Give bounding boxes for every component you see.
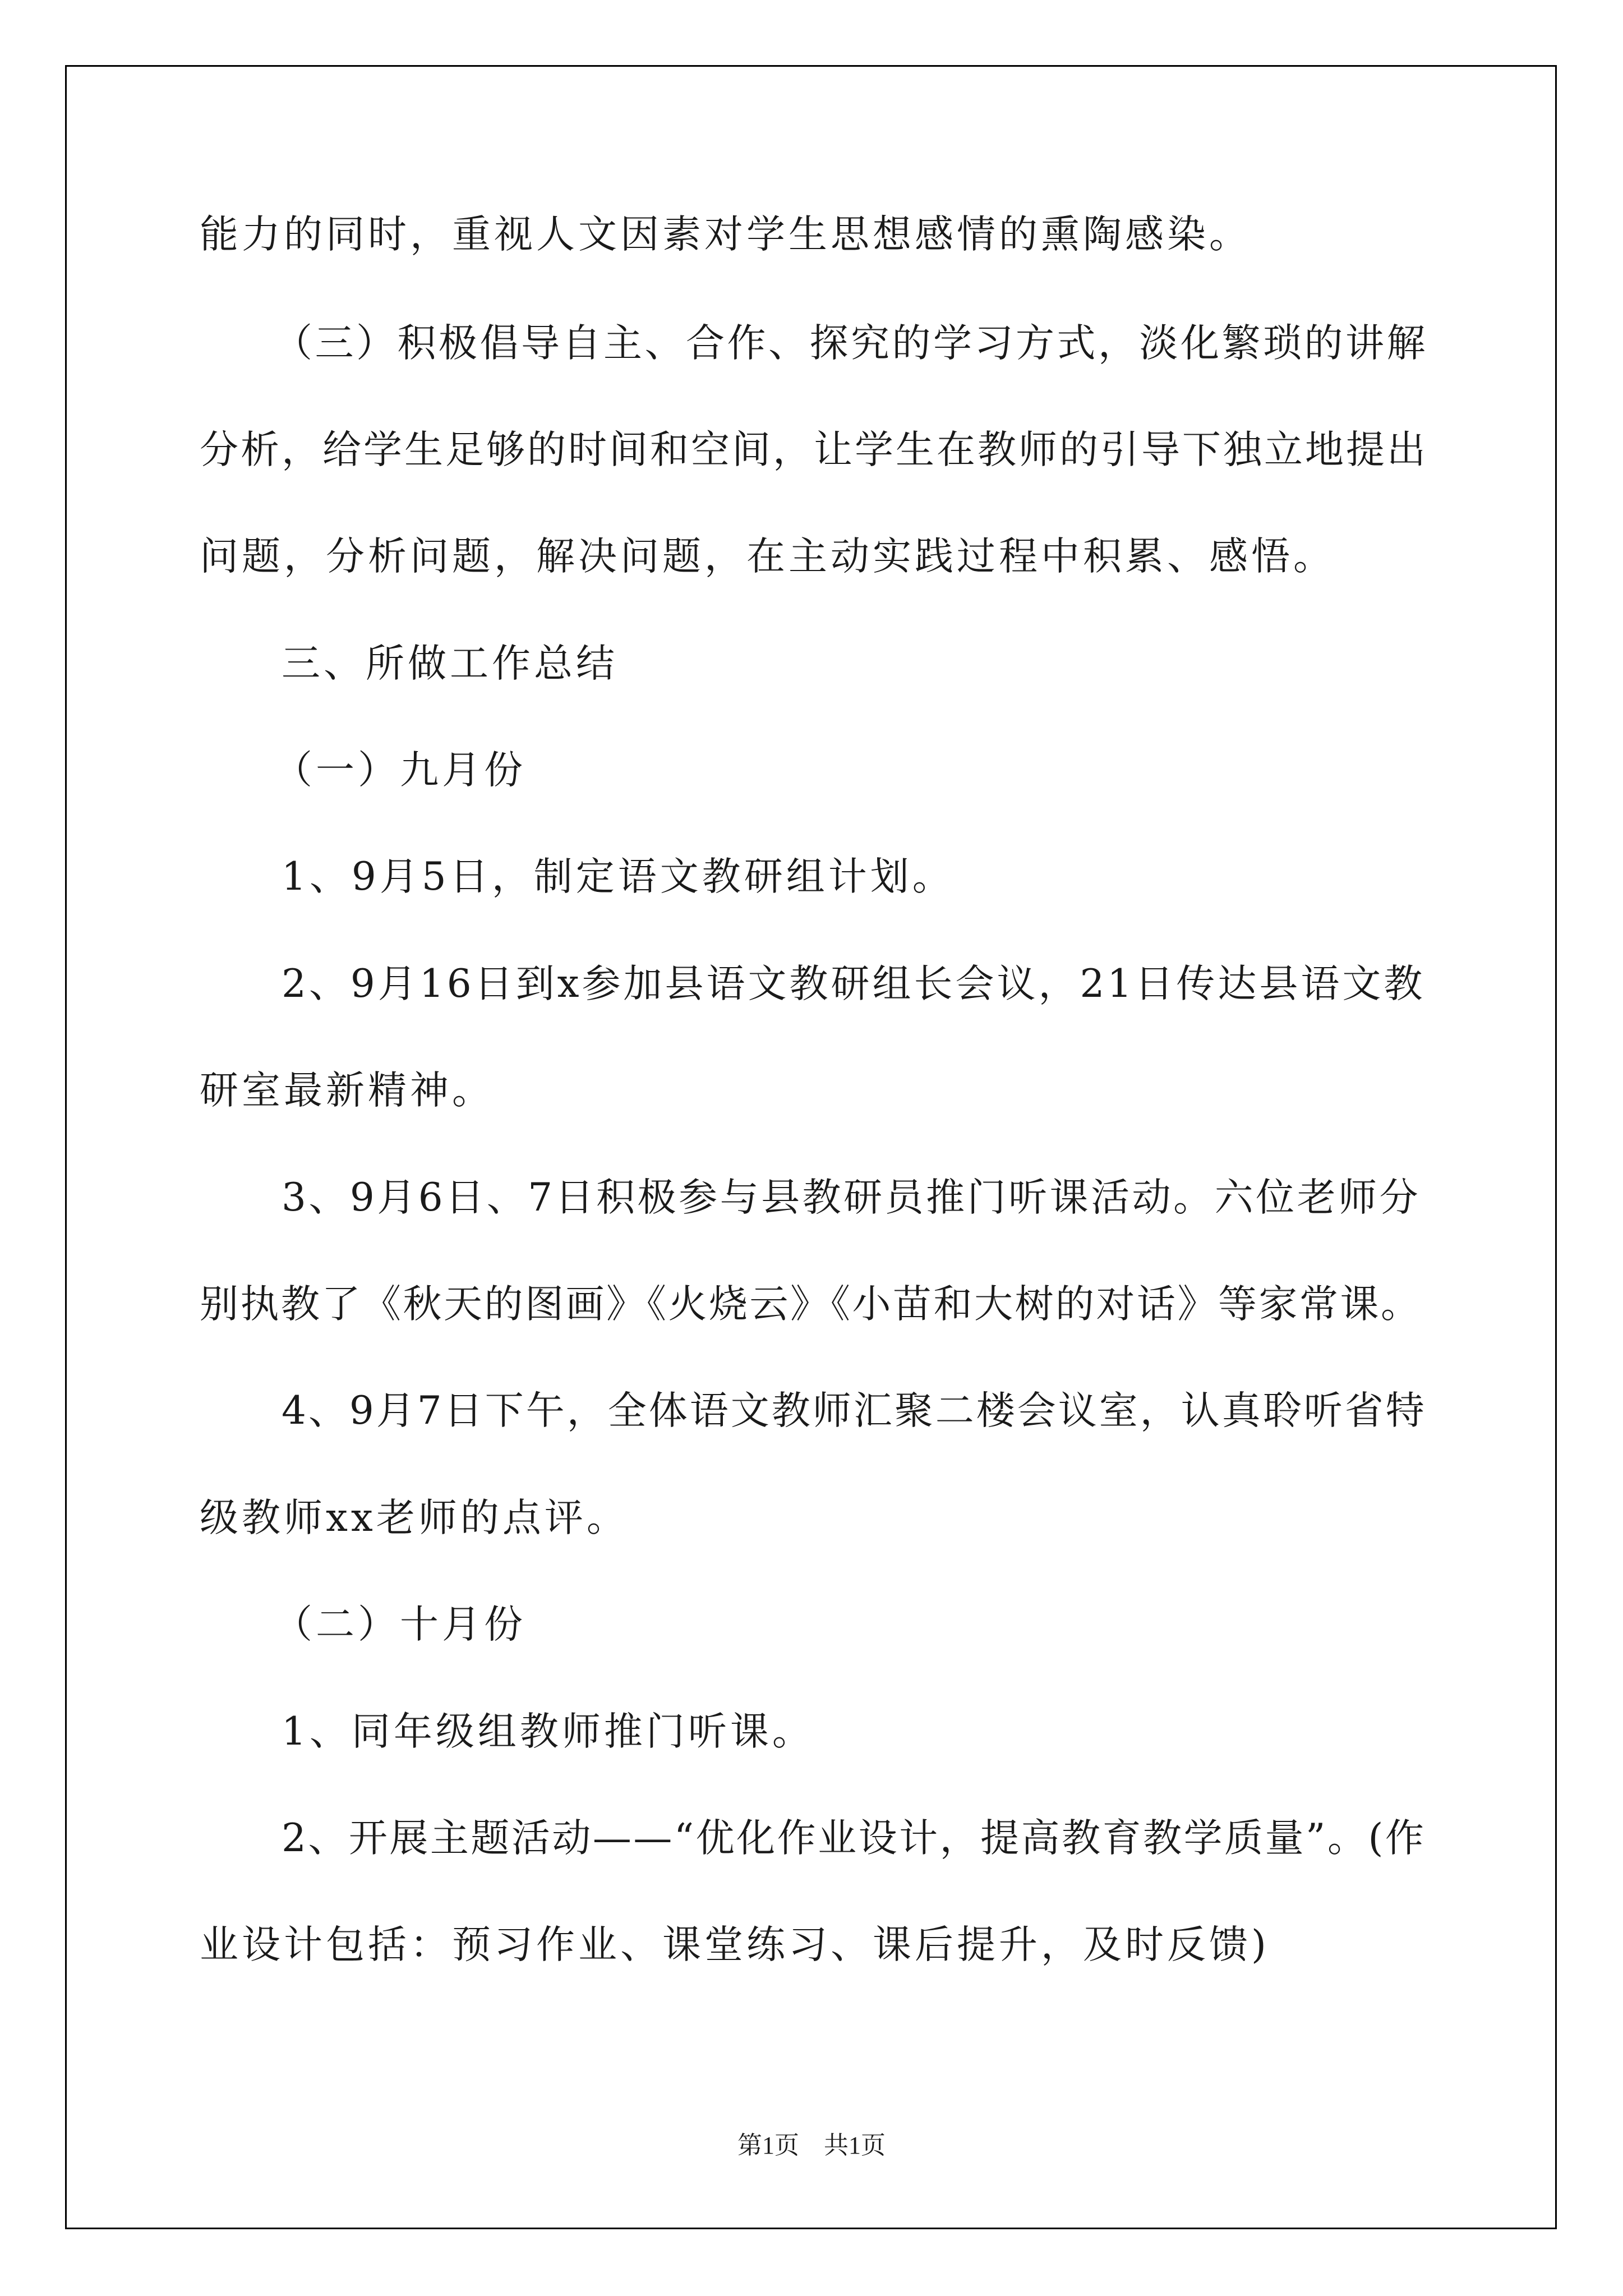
text-line-16: 2、开展主题活动——“优化作业设计，提高教育教学质量”。(作	[282, 1816, 1426, 1861]
subsection-heading-october: （二）十月份	[274, 1602, 526, 1647]
text-line-8: 2、9月16日到x参加县语文教研组长会议，21日传达县语文教	[282, 961, 1426, 1006]
text-line-13: 级教师xx老师的点评。	[200, 1496, 629, 1540]
page-footer: 第1页 共1页	[737, 2132, 886, 2159]
text-line-2: （三）积极倡导自主、合作、探究的学习方式，淡化繁琐的讲解	[274, 321, 1428, 366]
text-line-10: 3、9月6日、7日积极参与县教研员推门听课活动。六位老师分	[282, 1175, 1421, 1220]
text-line-11: 别执教了《秋天的图画》《火烧云》《小苗和大树的对话》等家常课。	[200, 1282, 1422, 1327]
text-line-7: 1、9月5日，制定语文教研组计划。	[282, 854, 955, 899]
text-line-9: 研室最新精神。	[200, 1068, 494, 1113]
section-heading: 三、所做工作总结	[282, 641, 618, 686]
text-line-17: 业设计包括：预习作业、课堂练习、课后提升，及时反馈)	[200, 1922, 1270, 1967]
subsection-heading-september: （一）九月份	[274, 748, 526, 793]
text-line-12: 4、9月7日下午，全体语文教师汇聚二楼会议室，认真聆听省特	[282, 1388, 1427, 1433]
text-line-4: 问题，分析问题，解决问题，在主动实践过程中积累、感悟。	[200, 534, 1335, 579]
text-line-15: 1、同年级组教师推门听课。	[282, 1709, 814, 1754]
page-border	[65, 65, 1557, 2229]
text-line-3: 分析，给学生足够的时间和空间，让学生在教师的引导下独立地提出	[200, 427, 1428, 472]
text-line-1: 能力的同时，重视人文因素对学生思想感情的熏陶感染。	[200, 212, 1251, 257]
